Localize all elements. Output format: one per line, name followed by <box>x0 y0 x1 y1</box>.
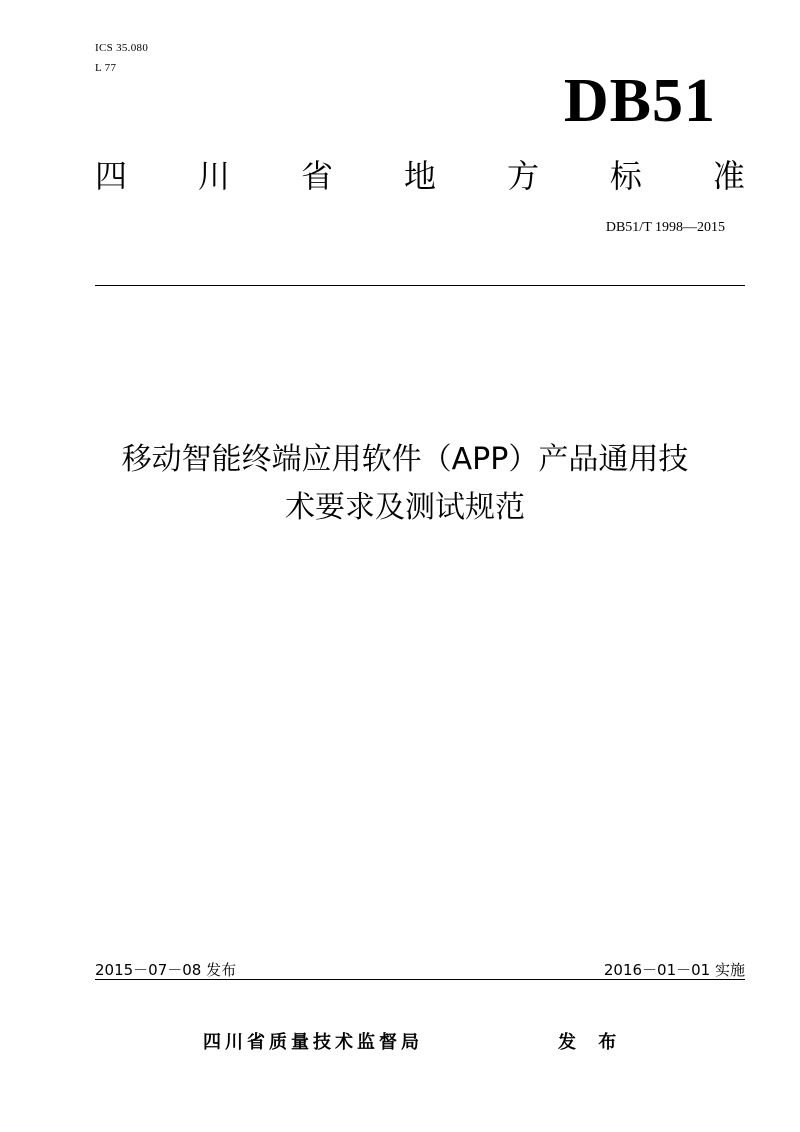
issue-date: 2015－07－08 发布 <box>95 961 237 979</box>
standard-type-char: 方 <box>506 157 539 195</box>
implementation-date: 2016－01－01 实施 <box>603 961 745 979</box>
classification-code: L 77 <box>95 62 117 74</box>
footer-divider <box>95 979 745 980</box>
standard-code-logo: DB51 <box>563 67 716 135</box>
standard-type-char: 准 <box>712 157 745 195</box>
issuing-authority: 四川省质量技术监督局 <box>203 1032 423 1053</box>
document-title <box>60 436 750 532</box>
standard-type-char: 川 <box>197 157 230 195</box>
standard-type-heading <box>95 156 745 196</box>
standard-type-char: 标 <box>609 157 642 195</box>
standard-number: DB51/T 1998—2015 <box>605 220 725 235</box>
ics-code: ICS 35.080 <box>95 42 149 54</box>
issue-label: 发 布 <box>558 1032 625 1053</box>
title-line-2: 术要求及测试规范 <box>285 490 525 525</box>
standard-type-char: 四 <box>95 157 128 195</box>
standard-type-char: 地 <box>403 157 436 195</box>
standard-type-char: 省 <box>300 157 333 195</box>
header-divider <box>95 285 745 286</box>
title-line-1: 移动智能终端应用软件（APP）产品通用技 <box>121 442 689 477</box>
